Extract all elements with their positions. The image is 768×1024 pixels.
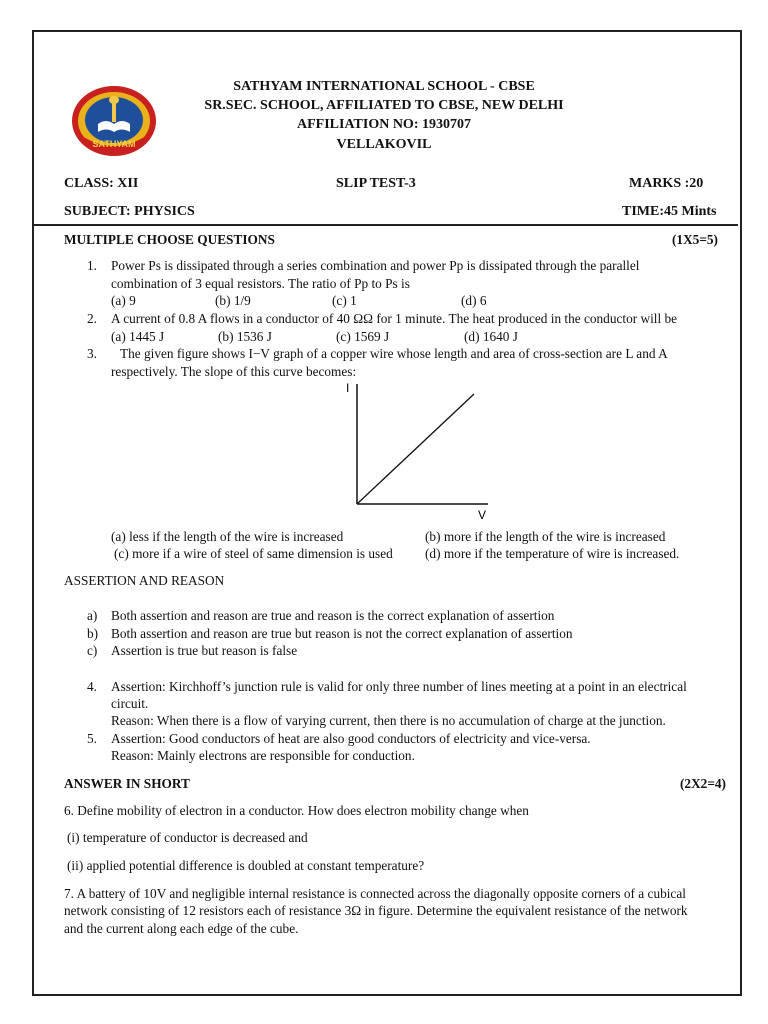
q2-number: 2. [87, 311, 97, 326]
graph-iv-line [357, 394, 474, 504]
q4-line1: Assertion: Kirchhoff’s junction rule is valid for only three number of lines meeting at a point in an electrical [111, 679, 687, 694]
q1-option-b: (b) 1/9 [215, 293, 251, 308]
class-label: CLASS: XII [64, 176, 139, 191]
ar-option-b-mark: b) [87, 626, 99, 641]
q1-option-c: (c) 1 [332, 293, 357, 308]
ar-option-c: Assertion is true but reason is false [111, 643, 298, 658]
q6-text: 6. Define mobility of electron in a conductor. How does electron mobility change when [64, 803, 529, 818]
q3-line1: The given figure shows I−V graph of a copper wire whose length and area of cross-section are L and A [120, 346, 668, 361]
q3-line2: respectively. The slope of this curve becomes: [111, 364, 357, 379]
time-label: TIME:45 Mints [622, 204, 717, 219]
school-name: SATHYAM INTERNATIONAL SCHOOL - CBSE [233, 79, 535, 94]
ar-option-c-mark: c) [87, 643, 98, 658]
q7-line3: and the current along each edge of the cube. [64, 921, 299, 936]
q1-line1: Power Ps is dissipated through a series combination and power Pp is dissipated through the parallel [111, 258, 640, 273]
q1-option-d: (d) 6 [461, 293, 487, 308]
q7-line1: 7. A battery of 10V and negligible internal resistance is connected across the diagonally opposite corners of a cubical [64, 886, 686, 901]
short-heading: ANSWER IN SHORT [64, 776, 190, 791]
header-divider [34, 224, 738, 226]
q4-number: 4. [87, 679, 97, 694]
mcq-marks: (1X5=5) [672, 232, 718, 247]
mcq-heading: MULTIPLE CHOOSE QUESTIONS [64, 232, 275, 247]
ar-heading: ASSERTION AND REASON [64, 573, 225, 588]
q5-line2: Reason: Mainly electrons are responsible for conduction. [111, 748, 415, 763]
q3-number: 3. [87, 346, 97, 361]
q4-line3: Reason: When there is a flow of varying current, then there is no accumulation of charge at the junction. [111, 713, 666, 728]
q2-option-c: (c) 1569 J [336, 329, 390, 344]
logo-text: SATHYAM [92, 139, 136, 149]
test-title: SLIP TEST-3 [336, 176, 416, 191]
q2-line1: A current of 0.8 A flows in a conductor of 40 ΩΩ for 1 minute. The heat produced in the conductor will be [111, 311, 678, 326]
q5-line1: Assertion: Good conductors of heat are also good conductors of electricity and vice-versa. [111, 731, 591, 746]
q7-line2: network consisting of 12 resistors each of resistance 3Ω in figure. Determine the equivalent resistance of the network [64, 903, 688, 918]
q3-option-b: (b) more if the length of the wire is increased [425, 529, 666, 544]
q2-option-a: (a) 1445 J [111, 329, 165, 344]
ar-option-a: Both assertion and reason are true and reason is the correct explanation of assertion [111, 608, 555, 623]
graph-y-label: I [346, 381, 350, 395]
q1-option-a: (a) 9 [111, 293, 136, 308]
affiliation-number: AFFILIATION NO: 1930707 [297, 117, 471, 132]
q5-number: 5. [87, 731, 97, 746]
graph-x-label: V [478, 508, 487, 522]
q1-number: 1. [87, 258, 97, 273]
marks-label: MARKS :20 [629, 176, 704, 191]
q6-part-i: (i) temperature of conductor is decreased and [67, 830, 308, 845]
q1-line2: combination of 3 equal resistors. The ratio of Pp to Ps is [111, 276, 410, 291]
school-affiliated: SR.SEC. SCHOOL, AFFILIATED TO CBSE, NEW DELHI [204, 98, 564, 113]
short-marks: (2X2=4) [680, 776, 726, 791]
q3-option-d: (d) more if the temperature of wire is increased. [425, 546, 680, 561]
q3-option-a: (a) less if the length of the wire is increased [111, 529, 344, 544]
ar-option-b: Both assertion and reason are true but reason is not the correct explanation of assertion [111, 626, 573, 641]
q3-option-c: (c) more if a wire of steel of same dimension is used [114, 546, 393, 561]
q2-option-b: (b) 1536 J [218, 329, 272, 344]
q4-line2: circuit. [111, 696, 149, 711]
q2-option-d: (d) 1640 J [464, 329, 518, 344]
subject-label: SUBJECT: PHYSICS [64, 204, 195, 219]
iv-graph [338, 378, 498, 524]
ar-option-a-mark: a) [87, 608, 98, 623]
q6-part-ii: (ii) applied potential difference is doubled at constant temperature? [67, 858, 425, 873]
school-place: VELLAKOVIL [336, 137, 432, 152]
